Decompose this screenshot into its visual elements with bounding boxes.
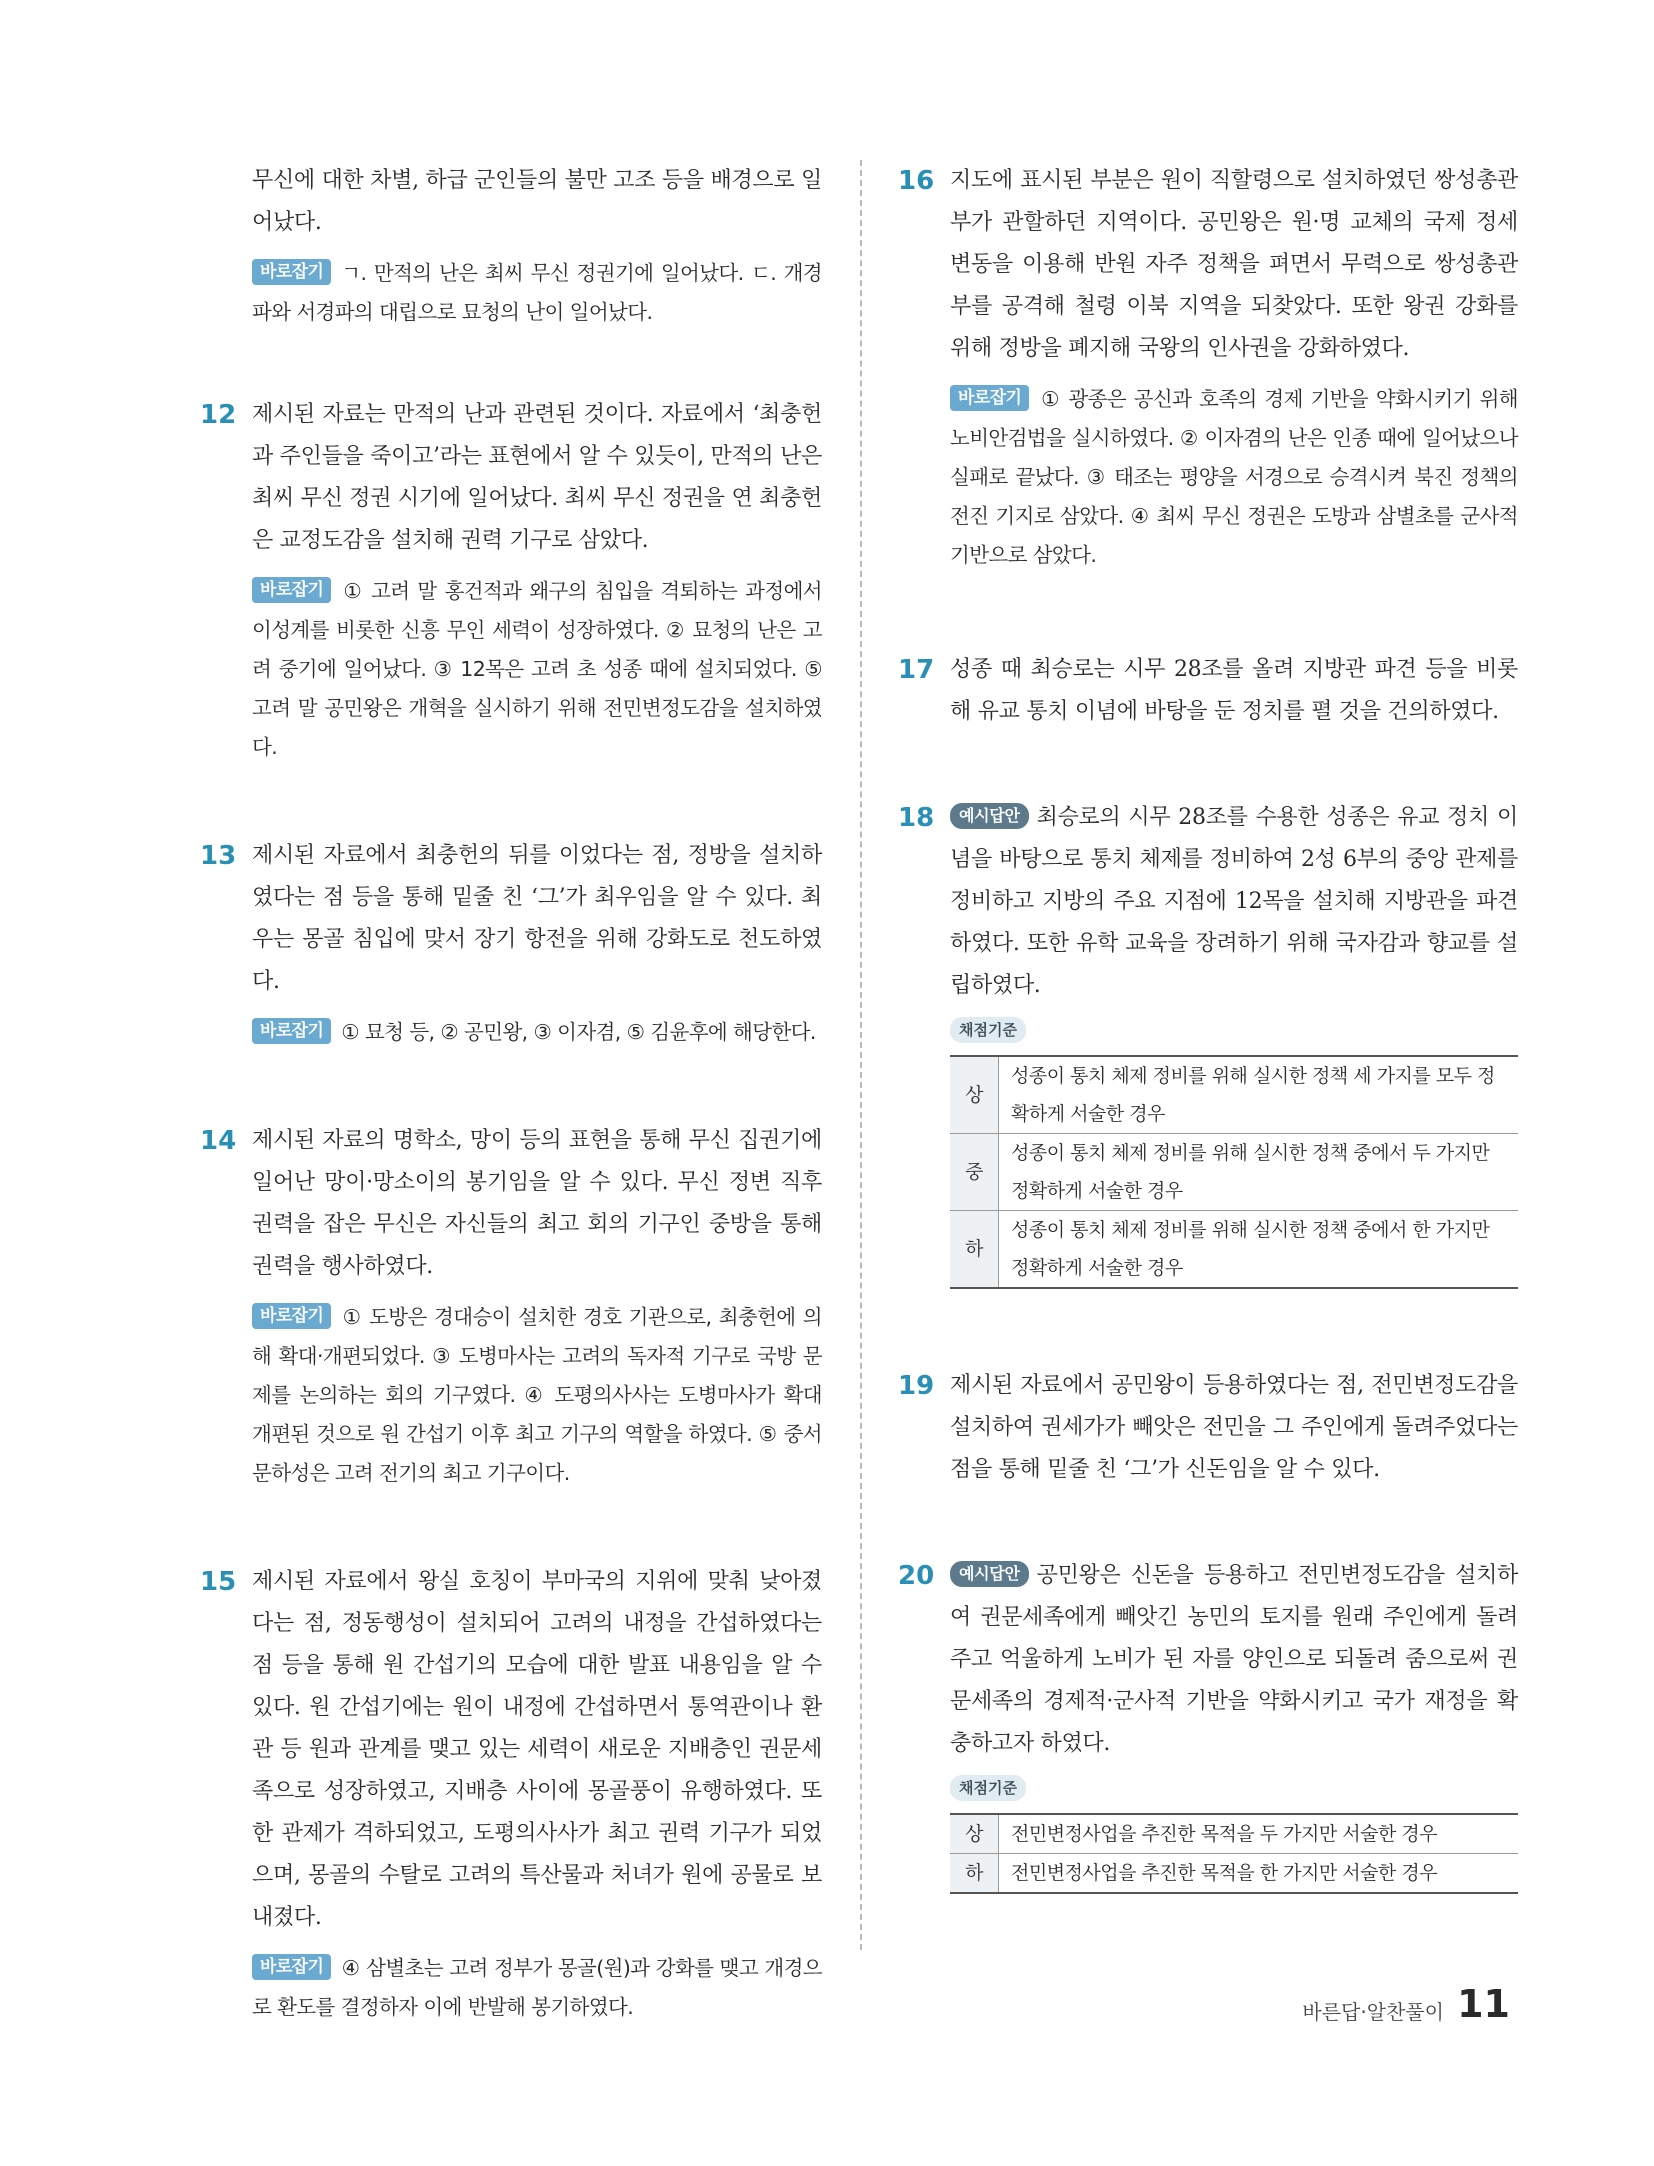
footer-label: 바른답·알찬풀이 (1302, 2000, 1444, 2024)
criteria-row (950, 1854, 1518, 1894)
question-number: 13 (200, 841, 237, 871)
page-number: 11 (1457, 1982, 1510, 2026)
question-number: 19 (898, 1371, 935, 1401)
question-number: 20 (898, 1561, 935, 1591)
criteria-row (950, 1056, 1518, 1134)
criteria-grade: 하 (950, 1211, 999, 1289)
sample-answer-badge: 예시답안 (950, 1561, 1029, 1587)
answer-body (950, 1555, 1518, 1765)
answer-body: 제시된 자료의 명학소, 망이 등의 표현을 통해 무신 집권기에 일어난 망이·망소이의 봉기임을 알 수 있다. 무신 정변 직후 권력을 잡은 무신은 자신들의 최고 회의 기구인 중방을 통해 권력을 행사하였다. (252, 1128, 822, 1279)
question-number: 17 (898, 655, 935, 685)
criteria-row (950, 1211, 1518, 1289)
sample-answer-text: 최승로의 시무 28조를 수용한 성종은 유교 정치 이념을 바탕으로 통치 체제를 정비하여 2성 6부의 중앙 관제를 정비하고 지방의 주요 지점에 12목을 설치해 지방관을 파견하였다. 또한 유학 교육을 장려하기 위해 국자감과 향교를 설립하였다. (950, 805, 1518, 998)
correction-note (252, 254, 822, 332)
answer-17 (898, 649, 1518, 733)
criteria-description: 성종이 통치 체제 정비를 위해 실시한 정책 중에서 두 가지만 정확하게 서술한 경우 (999, 1134, 1519, 1211)
answer-13 (200, 835, 822, 1052)
left-column (200, 160, 822, 2095)
criteria-grade: 상 (950, 1814, 999, 1854)
criteria-description: 전민변정사업을 추진한 목적을 두 가지만 서술한 경우 (999, 1814, 1519, 1854)
question-number: 16 (898, 166, 935, 196)
correction-text: ④ 삼별초는 고려 정부가 몽골(원)과 강화를 맺고 개경으로 환도를 결정하자 이에 반발해 봉기하였다. (252, 1956, 822, 2019)
correction-text: ① 광종은 공신과 호족의 경제 기반을 약화시키기 위해 노비안검법을 실시하였다. ② 이자겸의 난은 인종 때에 일어났으나 실패로 끝났다. ③ 태조는 평양을 서경으로 승격시켜 북진 정책의 전진 기지로 삼았다. ④ 최씨 무신 정권은 도방과 삼별초를 군사적 기반으로 삼았다. (950, 387, 1518, 567)
criteria-grade: 상 (950, 1056, 999, 1134)
correction-note (252, 1949, 822, 2027)
correction-note (950, 380, 1518, 575)
answer-body: 제시된 자료에서 최충헌의 뒤를 이었다는 점, 정방을 설치하였다는 점 등을 통해 밑줄 친 ‘그’가 최우임을 알 수 있다. 최우는 몽골 침입에 맞서 장기 항전을 위해 강화도로 천도하였다. (252, 843, 822, 994)
answer-15 (200, 1561, 822, 2027)
scoring-criteria-label: 채점기준 (950, 1017, 1026, 1043)
question-number: 14 (200, 1126, 237, 1156)
scoring-criteria-label: 채점기준 (950, 1775, 1026, 1801)
answer-11-continued (200, 160, 822, 332)
answer-16 (898, 160, 1518, 575)
correction-text: ① 도방은 경대승이 설치한 경호 기관으로, 최충헌에 의해 확대·개편되었다. ③ 도병마사는 고려의 독자적 기구로 국방 문제를 논의하는 회의 기구였다. ④ 도평의사사는 도병마사가 확대 개편된 것으로 원 간섭기 이후 최고 기구의 역할을 하였다. ⑤ 중서문하성은 고려 전기의 최고 기구이다. (252, 1305, 822, 1485)
correction-text: ① 고려 말 홍건적과 왜구의 침입을 격퇴하는 과정에서 이성계를 비롯한 신흥 무인 세력이 성장하였다. ② 묘청의 난은 고려 중기에 일어났다. ③ 12목은 고려 초 성종 때에 설치되었다. ⑤ 고려 말 공민왕은 개혁을 실시하기 위해 전민변정도감을 설치하였다. (252, 579, 822, 759)
correction-text: ㄱ. 만적의 난은 최씨 무신 정권기에 일어났다. ㄷ. 개경파와 서경파의 대립으로 묘청의 난이 일어났다. (252, 261, 822, 324)
column-divider (860, 160, 862, 1950)
answer-body (950, 797, 1518, 1007)
answer-body: 제시된 자료는 만적의 난과 관련된 것이다. 자료에서 ‘최충헌과 주인들을 죽이고’라는 표현에서 알 수 있듯이, 만적의 난은 최씨 무신 정권 시기에 일어났다. 최씨 무신 정권을 연 최충헌은 교정도감을 설치해 권력 기구로 삼았다. (252, 402, 822, 553)
sample-answer-badge: 예시답안 (950, 803, 1029, 829)
question-number: 18 (898, 803, 935, 833)
criteria-row (950, 1814, 1518, 1854)
correction-badge: 바로잡기 (252, 1018, 331, 1044)
correction-text: ① 묘청 등, ② 공민왕, ③ 이자겸, ⑤ 김윤후에 해당한다. (341, 1020, 816, 1044)
answer-body: 무신에 대한 차별, 하급 군인들의 불만 고조 등을 배경으로 일어났다. (252, 168, 822, 235)
answer-18 (898, 797, 1518, 1289)
page-footer (1302, 1980, 1510, 2030)
correction-badge: 바로잡기 (252, 577, 331, 603)
answer-12 (200, 394, 822, 767)
correction-badge: 바로잡기 (252, 1954, 331, 1980)
correction-note (252, 1013, 822, 1052)
correction-badge: 바로잡기 (252, 1303, 331, 1329)
answer-body: 지도에 표시된 부분은 원이 직할령으로 설치하였던 쌍성총관부가 관할하던 지역이다. 공민왕은 원·명 교체의 국제 정세 변동을 이용해 반원 자주 정책을 펴면서 무력으로 쌍성총관부를 공격해 철령 이북 지역을 되찾았다. 또한 왕권 강화를 위해 정방을 폐지해 국왕의 인사권을 강화하였다. (950, 168, 1518, 361)
answer-14 (200, 1120, 822, 1493)
right-column (898, 160, 1518, 1962)
correction-badge: 바로잡기 (950, 385, 1029, 411)
answer-20 (898, 1555, 1518, 1894)
criteria-description: 전민변정사업을 추진한 목적을 한 가지만 서술한 경우 (1011, 1862, 1438, 1884)
scoring-criteria-table (950, 1813, 1518, 1894)
correction-badge: 바로잡기 (252, 259, 331, 285)
answer-body: 제시된 자료에서 왕실 호칭이 부마국의 지위에 맞춰 낮아졌다는 점, 정동행성이 설치되어 고려의 내정을 간섭하였다는 점 등을 통해 원 간섭기의 모습에 대한 발표 내용임을 알 수 있다. 원 간섭기에는 원이 내정에 간섭하면서 통역관이나 환관 등 원과 관계를 맺고 있는 세력이 새로운 지배층인 권문세족으로 성장하였고, 지배층 사이에 몽골풍이 유행하였다. 또한 관제가 격하되었고, 도평의사사가 최고 권력 기구가 되었으며, 몽골의 수탈로 고려의 특산물과 처녀가 원에 공물로 보내졌다. (252, 1569, 822, 1930)
criteria-description: 성종이 통치 체제 정비를 위해 실시한 정책 세 가지를 모두 정확하게 서술한 경우 (999, 1056, 1519, 1134)
criteria-grade: 하 (950, 1854, 999, 1894)
criteria-grade: 중 (950, 1134, 999, 1211)
correction-note (252, 1298, 822, 1493)
answer-body: 성종 때 최승로는 시무 28조를 올려 지방관 파견 등을 비롯해 유교 통치 이념에 바탕을 둔 정치를 펼 것을 건의하였다. (950, 657, 1518, 724)
criteria-description: 성종이 통치 체제 정비를 위해 실시한 정책 중에서 한 가지만 정확하게 서술한 경우 (1011, 1219, 1490, 1279)
answer-body: 제시된 자료에서 공민왕이 등용하였다는 점, 전민변정도감을 설치하여 권세가가 빼앗은 전민을 그 주인에게 돌려주었다는 점을 통해 밑줄 친 ‘그’가 신돈임을 알 수 있다. (950, 1373, 1518, 1482)
correction-note (252, 572, 822, 767)
answer-19 (898, 1365, 1518, 1491)
scoring-criteria-table (950, 1055, 1518, 1289)
criteria-row (950, 1134, 1518, 1211)
question-number: 15 (200, 1567, 237, 1597)
question-number: 12 (200, 400, 237, 430)
sample-answer-text: 공민왕은 신돈을 등용하고 전민변정도감을 설치하여 권문세족에게 빼앗긴 농민의 토지를 원래 주인에게 돌려주고 억울하게 노비가 된 자를 양인으로 되돌려 줌으로써 권문세족의 경제적·군사적 기반을 약화시키고 국가 재정을 확충하고자 하였다. (950, 1563, 1518, 1756)
